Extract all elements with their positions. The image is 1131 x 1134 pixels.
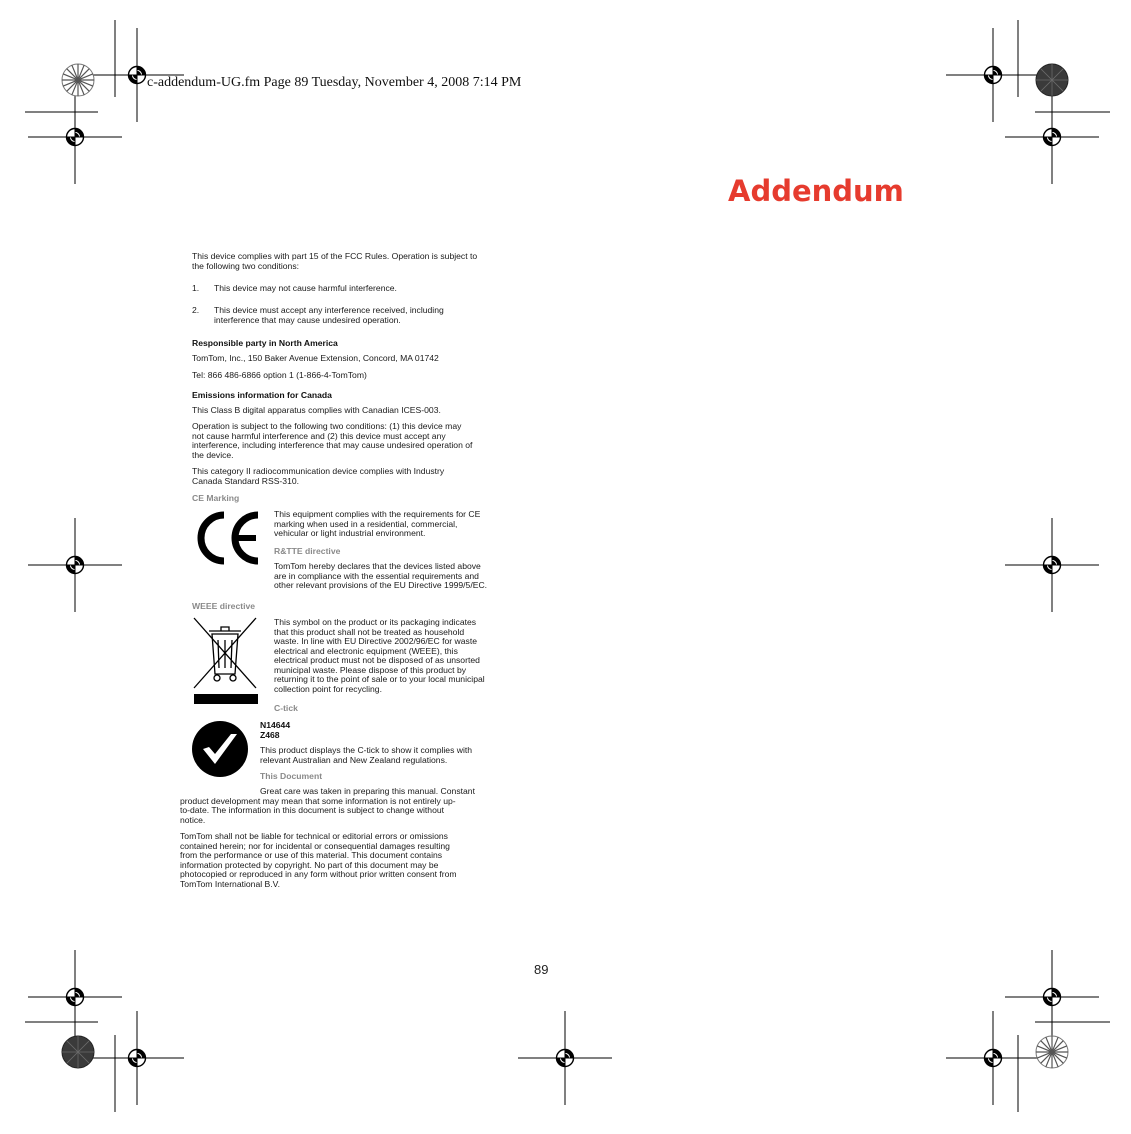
rtte-text-line: TomTom hereby declares that the devices listed above <box>274 561 481 571</box>
document-para1-line: notice. <box>180 814 206 825</box>
rtte-text-line: other relevant provisions of the EU Directive 1999/5/EC. <box>274 580 488 590</box>
fcc-item-number: 1. <box>192 283 200 293</box>
ctick-text-line: relevant Australian and New Zealand regulations. <box>260 754 448 765</box>
page-title: Addendum <box>728 174 904 208</box>
document-para2-line: from the performance or use of this material. This document contains <box>180 850 443 860</box>
responsible-party-heading: Responsible party in North America <box>192 338 338 348</box>
weee-text-line: collection point for recycling. <box>274 683 382 694</box>
ce-heading: CE Marking <box>192 493 240 503</box>
responsible-address: TomTom, Inc., 150 Baker Avenue Extension, Concord, MA 01742 <box>192 353 439 363</box>
document-para2-line: contained herein; nor for incidental or consequential damages resulting <box>180 840 450 851</box>
document-para2-line: TomTom International B.V. <box>180 878 280 889</box>
canada-para3-line: This category II radiocommunication device complies with Industry <box>192 466 445 476</box>
canada-para2-line: interference, including interference that may cause undesired operation of <box>192 440 473 450</box>
rtte-heading: R&TTE directive <box>274 546 341 556</box>
page-number: 89 <box>534 962 549 977</box>
ctick-heading: C-tick <box>274 703 298 713</box>
c-tick-icon <box>191 720 251 780</box>
document-para1-line: to-date. The information in this document is subject to change without <box>180 805 445 815</box>
weee-heading: WEEE directive <box>192 601 256 611</box>
rtte-text-line: are in compliance with the essential requirements and <box>274 570 479 581</box>
canada-heading: Emissions information for Canada <box>192 390 332 400</box>
canada-para2-line: the device. <box>192 449 234 460</box>
ce-text-line: vehicular or light industrial environment. <box>274 528 426 538</box>
fcc-item-text: interference that may cause undesired operation. <box>214 315 401 325</box>
fcc-intro-line-1: This device complies with part 15 of the FCC Rules. Operation is subject to <box>192 251 478 261</box>
document-heading: This Document <box>260 771 323 781</box>
weee-text-line: electrical and electronic equipment (WEEE), this <box>274 645 458 656</box>
canada-line-1: This Class B digital apparatus complies with Canadian ICES-003. <box>192 405 441 415</box>
weee-text-line: This symbol on the product or its packaging indicates <box>274 617 477 627</box>
document-para2-line: TomTom shall not be liable for technical or editorial errors or omissions <box>180 831 448 841</box>
crossed-bin-icon <box>192 616 262 708</box>
fcc-item-text: This device must accept any interference received, including <box>214 305 444 315</box>
canada-para2-line: Operation is subject to the following two conditions: (1) this device may <box>192 421 462 431</box>
document-para2-line: information protected by copyright. No part of this document may be <box>180 859 439 870</box>
weee-text-line: returning it to the point of sale or to your local municipal <box>274 674 485 684</box>
fcc-intro-line-2: the following two conditions: <box>192 261 300 271</box>
document-para1-line: product development may mean that some information is not entirely up- <box>180 795 456 806</box>
weee-text-line: waste. In line with EU Directive 2002/96/EC for waste <box>274 636 477 646</box>
ctick-code: Z468 <box>260 729 280 740</box>
document-para1-line: Great care was taken in preparing this manual. Constant <box>260 786 475 796</box>
weee-text-line: electrical product must not be disposed of as unsorted <box>274 655 480 665</box>
responsible-tel: Tel: 866 486-6866 option 1 (1-866-4-TomTom) <box>192 370 367 380</box>
fcc-item-number: 2. <box>192 305 200 315</box>
fcc-item-text: This device may not cause harmful interference. <box>214 283 397 293</box>
ce-text-line: This equipment complies with the requirements for CE <box>274 509 481 519</box>
weee-text-line: that this product shall not be treated as household <box>274 626 465 637</box>
ctick-code: N14644 <box>260 720 291 730</box>
document-para2-line: photocopied or reproduced in any form without prior written consent from <box>180 869 457 879</box>
canada-para3-line: Canada Standard RSS-310. <box>192 476 300 486</box>
weee-text-line: municipal waste. Please dispose of this product by <box>274 664 467 675</box>
ce-text-line: marking when used in a residential, commercial, <box>274 518 458 529</box>
star-target-icon <box>0 0 1 1</box>
canada-para2-line: not cause harmful interference and (2) this device must accept any <box>192 430 446 441</box>
ctick-text-line: This product displays the C-tick to show it complies with <box>260 745 473 755</box>
file-header: c-addendum-UG.fm Page 89 Tuesday, November 4, 2008 7:14 PM <box>147 75 522 90</box>
ce-mark-icon <box>192 511 262 565</box>
